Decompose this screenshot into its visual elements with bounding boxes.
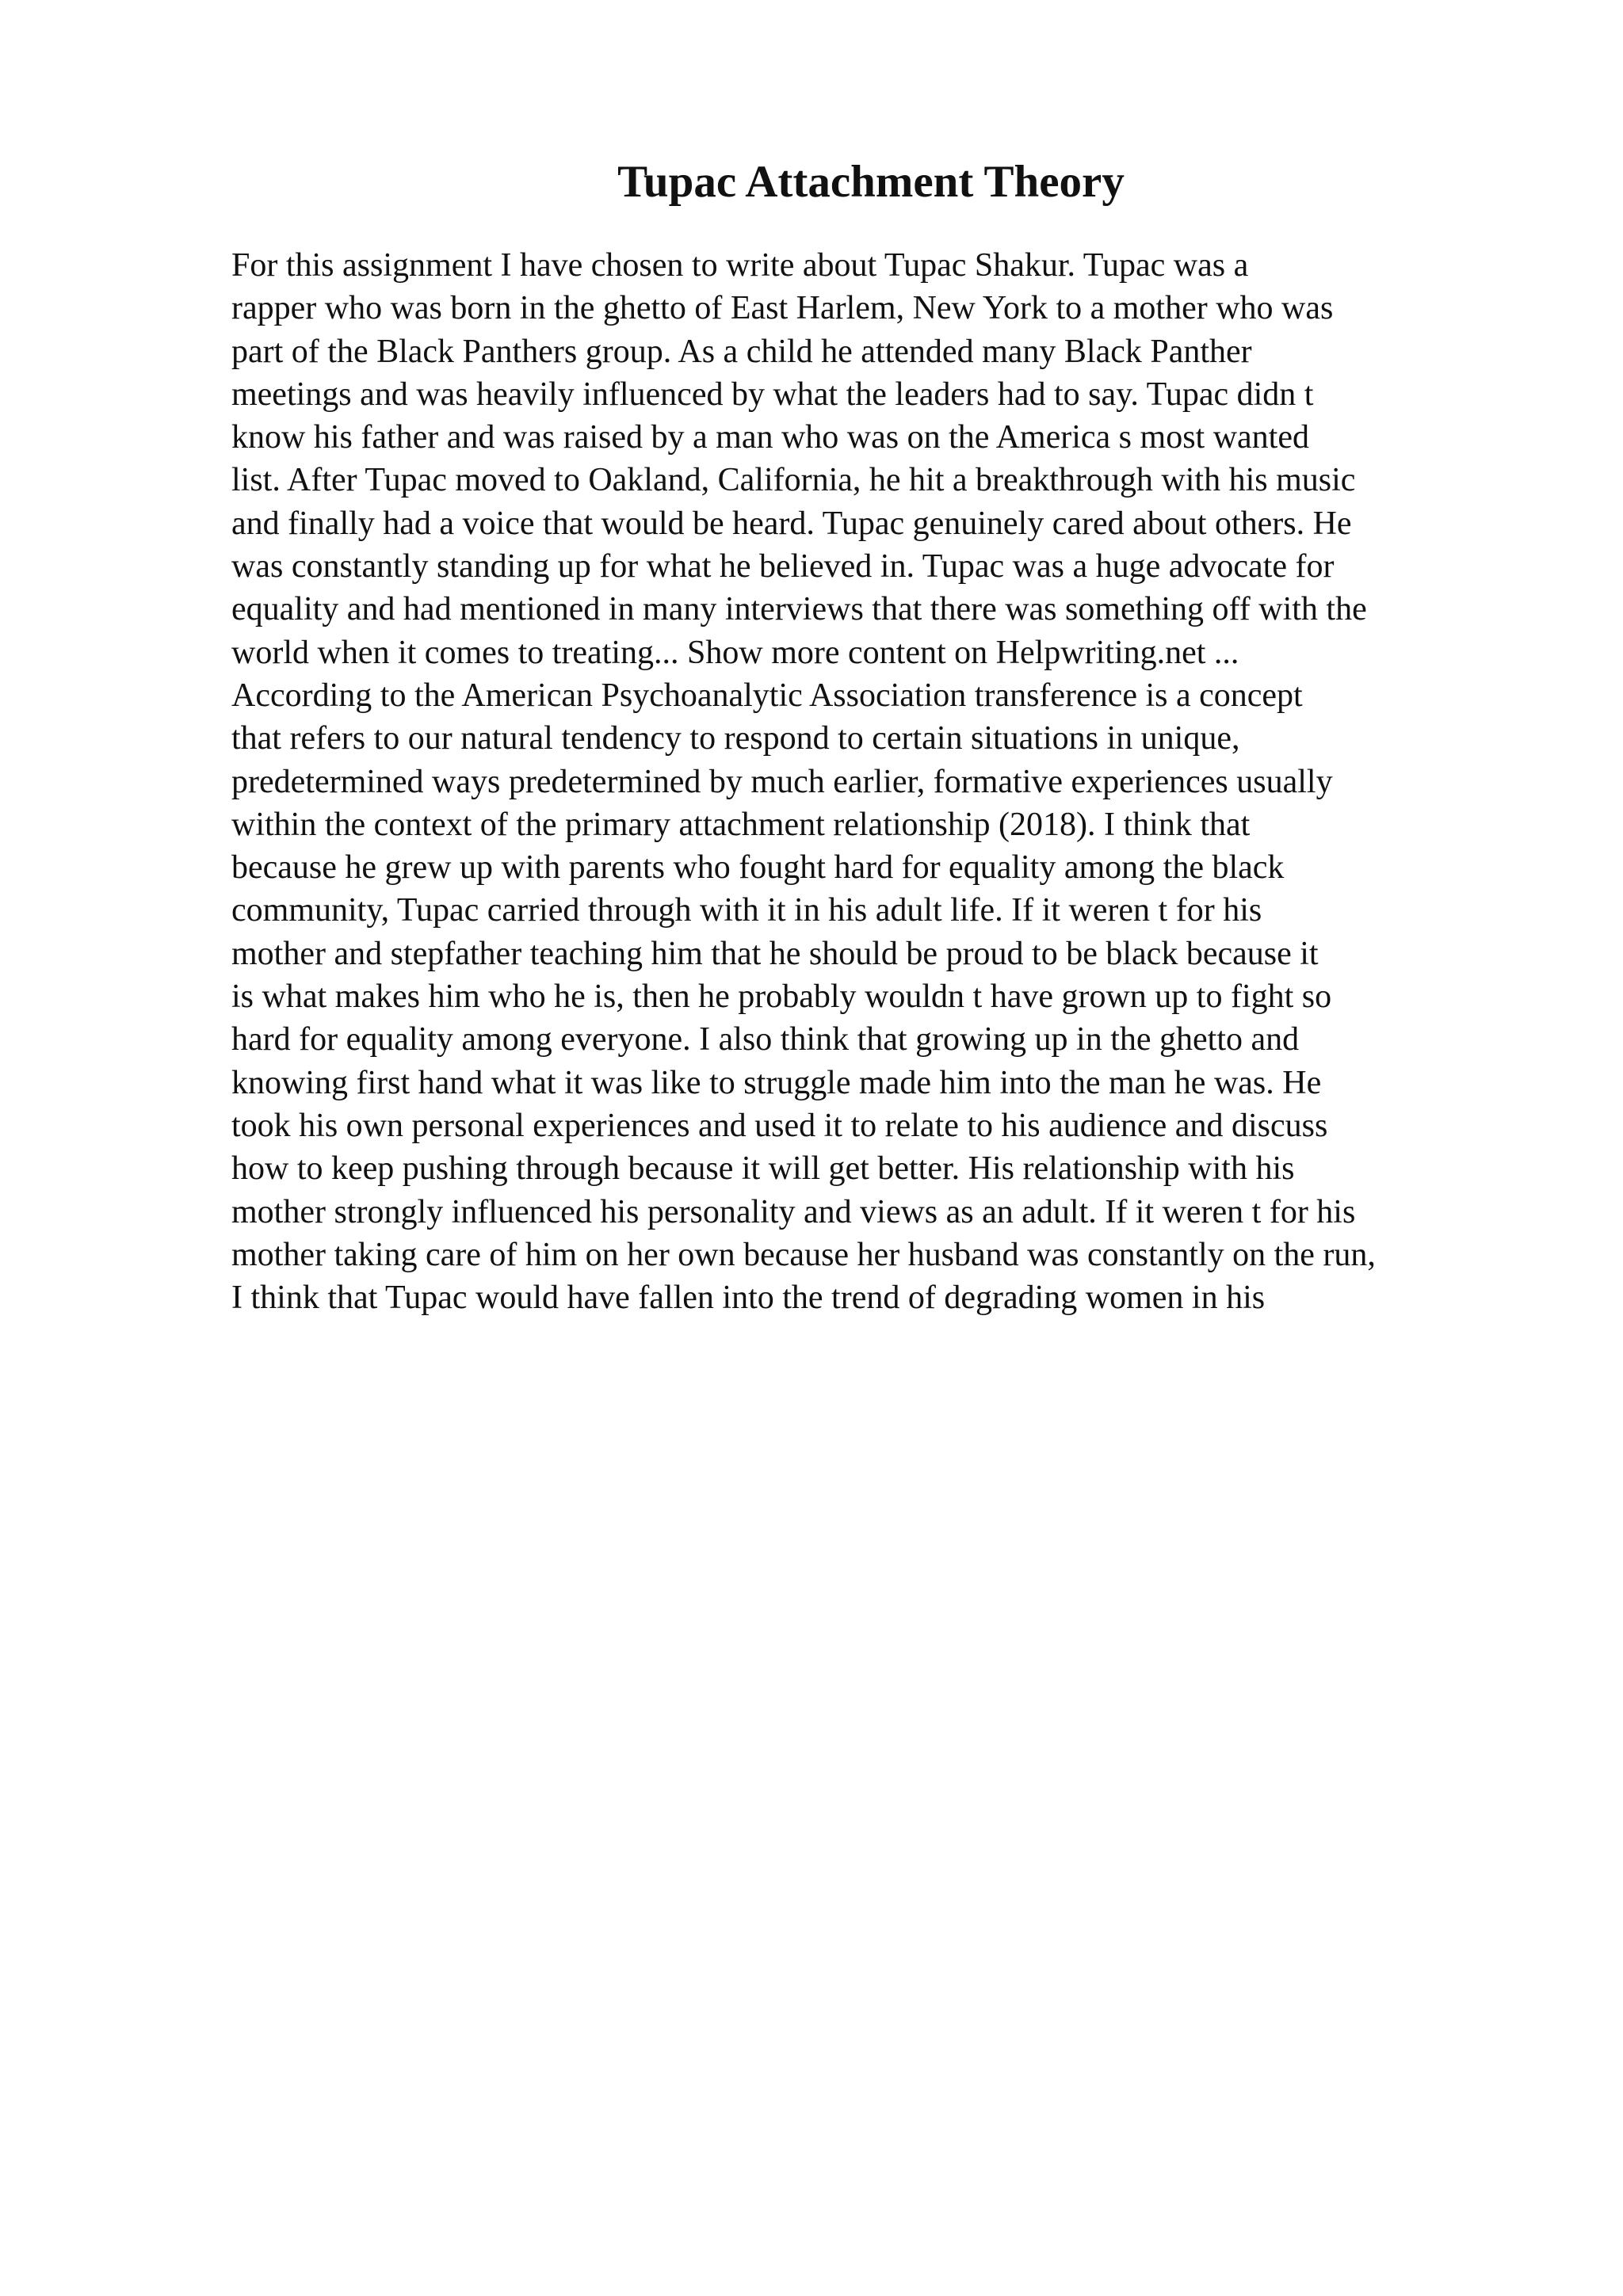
text-line: know his father and was raised by a man who was on the America s most wanted	[231, 419, 1309, 456]
text-line: that refers to our natural tendency to respond to certain situations in unique,	[231, 720, 1240, 757]
text-line: took his own personal experiences and used it to relate to his audience and discuss	[231, 1107, 1328, 1144]
text-line: mother strongly influenced his personality and views as an adult. If it weren t for his	[231, 1193, 1356, 1230]
text-line: within the context of the primary attachment relationship (2018). I think that	[231, 806, 1251, 843]
text-line: how to keep pushing through because it will get better. His relationship with his	[231, 1150, 1295, 1188]
text-line: because he grew up with parents who fought hard for equality among the black	[231, 849, 1285, 887]
text-line: world when it comes to treating... Show more content on Helpwriting.net ...	[231, 634, 1239, 671]
document-title: Tupac Attachment Theory	[617, 157, 1125, 207]
text-line: mother and stepfather teaching him that he should be proud to be black because it	[231, 935, 1319, 972]
text-line: part of the Black Panthers group. As a child he attended many Black Panther	[231, 333, 1252, 370]
text-line: meetings and was heavily influenced by what the leaders had to say. Tupac didn t	[231, 376, 1314, 413]
text-line: I think that Tupac would have fallen into the trend of degrading women in his	[231, 1280, 1266, 1317]
text-line: According to the American Psychoanalytic Association transference is a concept	[231, 677, 1303, 714]
text-line: equality and had mentioned in many interviews that there was something off with the	[231, 591, 1367, 628]
text-line: list. After Tupac moved to Oakland, California, he hit a breakthrough with his music	[231, 462, 1356, 499]
body-text	[231, 244, 1610, 1319]
text-line: hard for equality among everyone. I also think that growing up in the ghetto and	[231, 1021, 1300, 1058]
text-line: For this assignment I have chosen to write about Tupac Shakur. Tupac was a	[231, 247, 1249, 284]
text-line: rapper who was born in the ghetto of East Harlem, New York to a mother who was	[231, 290, 1334, 327]
text-line: was constantly standing up for what he believed in. Tupac was a huge advocate for	[231, 548, 1335, 585]
text-line: community, Tupac carried through with it in his adult life. If it weren t for his	[231, 892, 1262, 929]
text-line: mother taking care of him on her own because her husband was constantly on the run,	[231, 1236, 1376, 1273]
text-line: predetermined ways predetermined by much earlier, formative experiences usually	[231, 763, 1333, 800]
text-line: and finally had a voice that would be heard. Tupac genuinely cared about others. He	[231, 505, 1352, 542]
text-line: knowing first hand what it was like to struggle made him into the man he was. He	[231, 1064, 1322, 1101]
text-line: is what makes him who he is, then he probably wouldn t have grown up to fight so	[231, 978, 1332, 1016]
